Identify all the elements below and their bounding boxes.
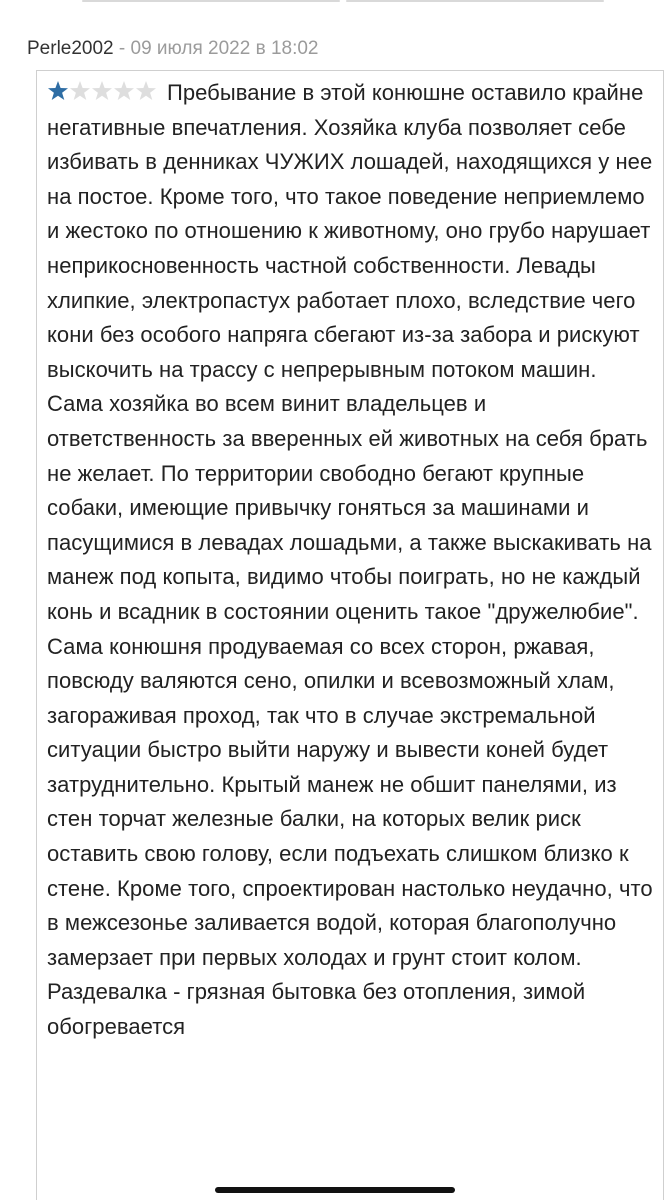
star-1-icon — [48, 81, 68, 100]
review-header — [27, 34, 319, 64]
review-body — [36, 70, 664, 1200]
star-4-icon — [114, 81, 134, 100]
top-divider-right — [346, 0, 604, 2]
header-separator: - — [118, 38, 126, 59]
review-text: Пребывание в этой конюшне оставило крайне негативные впечатления. Хозяйка клуба позволяет себе избивать в денниках ЧУЖИХ лошадей, находящихся у нее на постое. Кроме того, что такое поведение неприемлемо и жестоко по отношению к животному, оно грубо нарушает неприкосновенность частной собственности. Левады хлипкие, электропастух работает плохо, вследствие чего кони без особого напряга сбегают из-за забора и рискуют выскочить на трассу с непрерывным потоком машин. Сама хозяйка во всем винит владельцев и ответственность за вверенных ей животных на себя брать не желает. По территории свободно бегают крупные собаки, имеющие привычку гоняться за машинами и пасущимися в левадах лошадьми, а также выскакивать на манеж под копыта, видимо чтобы поиграть, но не каждый конь и всадник в состоянии оценить такое "дружелюбие". Сама конюшня продуваемая со всех сторон, ржавая, повсюду валяются сено, опилки и всевозможный хлам, загораживая проход, так что в случае экстремальной ситуации быстро выйти наружу и вывести коней будет затруднительно. Крытый манеж не обшит панелями, из стен торчат железные балки, на которых велик риск оставить свою голову, если подъехать слишком близко к стене. Кроме того, спроектирован настолько неудачно, что в межсезонье заливается водой, которая благополучно замерзает при первых холодах и грунт стоит колом. Раздевалка - грязная бытовка без отопления, зимой обогревается — [47, 80, 653, 1040]
star-2-icon — [70, 81, 90, 100]
top-divider-left — [82, 0, 340, 2]
review-date: 09 июля 2022 в 18:02 — [130, 38, 319, 59]
star-3-icon — [92, 81, 112, 100]
star-5-icon — [136, 81, 156, 100]
star-rating — [47, 80, 159, 104]
star-rating-icon — [47, 80, 159, 102]
home-indicator[interactable] — [215, 1187, 455, 1193]
review-text-block — [47, 76, 653, 1045]
review-author[interactable]: Perle2002 — [27, 38, 114, 59]
